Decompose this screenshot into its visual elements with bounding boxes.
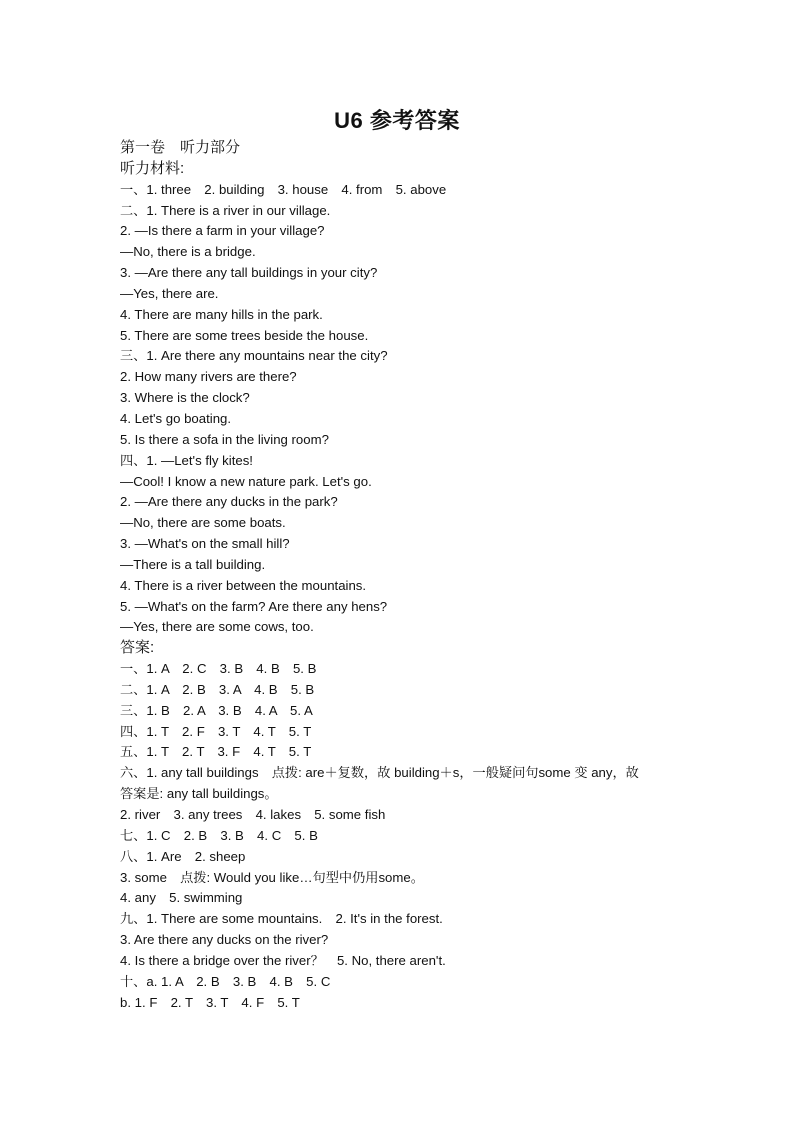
subheading-listening-material: 听力材料: (120, 159, 185, 177)
text-line: 三、1. Are there any mountains near the city? (120, 348, 388, 364)
text-line: —There is a tall building. (120, 556, 266, 572)
answer-line: 2. river 3. any trees 4. lakes 5. some fish (120, 807, 386, 822)
text-line: —No, there is a bridge. (120, 244, 256, 260)
text-line: —Yes, there are some cows, too. (120, 619, 314, 635)
document-body (120, 138, 710, 1013)
section-heading: 第一卷 听力部分 (120, 139, 241, 156)
answer-line: 十、a. 1. A 2. B 3. B 4. B 5. C (120, 973, 331, 989)
answer-line: 三、1. B 2. A 3. B 4. A 5. A (120, 702, 313, 718)
text-line: 2. —Are there any ducks in the park? (120, 494, 338, 510)
answer-line: 七、1. C 2. B 3. B 4. C 5. B (120, 827, 318, 843)
answer-line: 3. Are there any ducks on the river? (120, 932, 329, 948)
answer-line: 四、1. T 2. F 3. T 4. T 5. T (120, 723, 312, 739)
text-line: 四、1. —Let's fly kites! (120, 452, 253, 468)
answer-line: 4. any 5. swimming (120, 890, 243, 906)
text-line: 4. Let's go boating. (120, 410, 232, 426)
answer-line: 六、1. any tall buildings 点拨: are＋复数，故 building＋s，一般疑问句some 变 any，故 (120, 765, 639, 781)
document-title: U6 参考答案 (334, 108, 460, 133)
text-line: 一、1. three 2. building 3. house 4. from 5. above (120, 181, 447, 197)
answer-line: 九、1. There are some mountains. 2. It's in the forest. (120, 911, 443, 927)
answer-line: 二、1. A 2. B 3. A 4. B 5. B (120, 681, 315, 697)
text-line: 5. There are some trees beside the house. (120, 327, 369, 343)
text-line: —Cool! I know a new nature park. Let's go. (120, 473, 372, 489)
answer-line: 3. some 点拨: Would you like…句型中仍用some。 (120, 869, 424, 885)
subheading-answers: 答案: (120, 639, 155, 657)
answer-line: 八、1. Are 2. sheep (120, 848, 246, 864)
text-line: 4. There is a river between the mountains. (120, 577, 367, 593)
text-line: —Yes, there are. (120, 285, 219, 301)
answer-line: 五、1. T 2. T 3. F 4. T 5. T (120, 744, 312, 760)
text-line: 2. —Is there a farm in your village? (120, 223, 325, 239)
answer-line: 4. Is there a bridge over the river？ 5. No, there aren't. (120, 952, 446, 968)
text-line: —No, there are some boats. (120, 515, 286, 531)
text-line: 3. Where is the clock? (120, 390, 250, 406)
text-line: 3. —Are there any tall buildings in your city? (120, 265, 378, 281)
text-line: 3. —What's on the small hill? (120, 536, 290, 552)
text-line: 5. —What's on the farm? Are there any hens? (120, 598, 388, 614)
answer-line: 一、1. A 2. C 3. B 4. B 5. B (120, 661, 317, 677)
answer-line: b. 1. F 2. T 3. T 4. F 5. T (120, 994, 300, 1010)
text-line: 2. How many rivers are there? (120, 369, 297, 385)
answer-line: 答案是: any tall buildings。 (120, 786, 278, 802)
text-line: 二、1. There is a river in our village. (120, 202, 331, 218)
text-line: 5. Is there a sofa in the living room? (120, 431, 329, 447)
text-line: 4. There are many hills in the park. (120, 306, 323, 322)
